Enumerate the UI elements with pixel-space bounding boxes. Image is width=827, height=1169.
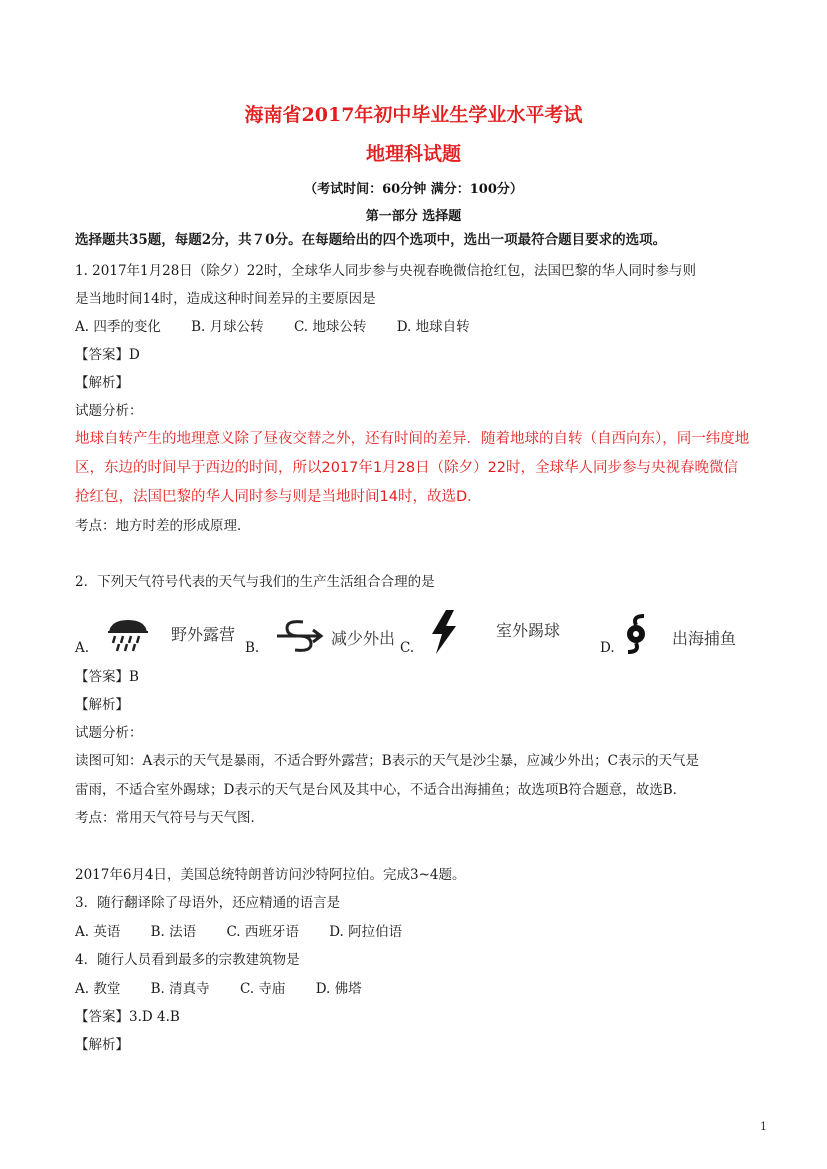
- page-number: 1: [760, 1120, 767, 1133]
- q3-options: [75, 923, 428, 941]
- q34-intro: 2017年6月4日，美国总统特朗普访问沙特阿拉伯。完成3~4题。: [75, 867, 466, 883]
- q1-stem-line2: 是当地时间14时，造成这种时间差异的主要原因是: [75, 291, 376, 307]
- q4-option-d: D. 佛塔: [315, 981, 362, 997]
- q4-options: [75, 980, 388, 998]
- q1-analysis-heading: 【解析】: [75, 375, 129, 391]
- sandstorm-icon: [275, 616, 325, 656]
- q2-option-b-letter: B.: [245, 640, 260, 656]
- q4-stem: 4．随行人员看到最多的宗教建筑物是: [75, 952, 300, 968]
- q4-option-b: B. 清真寺: [150, 981, 210, 997]
- q1-explain-line1: 地球自转产生的地理意义除了昼夜交替之外，还有时间的差异．随着地球的自转（自西向东），同一纬度地: [75, 431, 750, 447]
- exam-info: （考试时间：60分钟 满分：100分）: [304, 182, 523, 197]
- q2-analysis-label: 试题分析：: [75, 725, 143, 741]
- exam-title: 海南省2017年初中毕业生学业水平考试: [244, 104, 583, 126]
- q1-option-b: B. 月球公转: [191, 319, 264, 335]
- q1-explain-line2: 区，东边的时间早于西边的时间，所以2017年1月28日（除夕）22时，全球华人同步参与央视春晚微信: [75, 460, 739, 476]
- q2-option-b-label: 减少外出: [331, 629, 396, 648]
- q2-option-a-letter: A.: [75, 640, 90, 656]
- q3-option-b: B. 法语: [150, 924, 197, 940]
- q2-symbol-options: [75, 610, 755, 662]
- q3-option-d: D. 阿拉伯语: [329, 924, 403, 940]
- q1-option-d: D. 地球自转: [396, 319, 470, 335]
- q2-stem: 2．下列天气符号代表的天气与我们的生产生活组合合理的是: [75, 574, 435, 590]
- q3-stem: 3．随行翻译除了母语外，还应精通的语言是: [75, 895, 341, 911]
- q1-options: [75, 318, 496, 336]
- q2-option-c-letter: C.: [400, 640, 415, 656]
- instructions: 选择题共35题，每题2分，共７0分。在每题给出的四个选项中，选出一项最符合题目要求的选项。: [75, 232, 667, 248]
- q2-option-a-label: 野外露营: [171, 625, 236, 644]
- q34-analysis-heading: 【解析】: [75, 1037, 129, 1053]
- q1-explain-line3: 抢红包，法国巴黎的华人同时参与则是当地时间14时，故选D．: [75, 489, 482, 505]
- q3-option-c: C. 西班牙语: [226, 924, 299, 940]
- q1-answer: 【答案】D: [75, 347, 140, 363]
- q2-option-a: [75, 610, 245, 662]
- part-heading: 第一部分 选择题: [365, 209, 462, 224]
- q4-option-c: C. 寺庙: [239, 981, 286, 997]
- q2-explain-line2: 雷雨，不适合室外踢球；D表示的天气是台风及其中心，不适合出海捕鱼；故选项B符合题意，故选B．: [75, 782, 687, 798]
- q2-option-d-letter: D.: [600, 640, 615, 656]
- q2-explain-line1: 读图可知：A表示的天气是暴雨，不适合野外露营；B表示的天气是沙尘暴，应减少外出；C表示的天气是: [75, 753, 699, 769]
- q2-option-d: [600, 610, 755, 662]
- typhoon-icon: [618, 614, 654, 654]
- q2-analysis-heading: 【解析】: [75, 697, 129, 713]
- rainstorm-icon: [105, 616, 151, 652]
- q2-answer: 【答案】B: [75, 669, 139, 685]
- q1-option-c: C. 地球公转: [293, 319, 367, 335]
- q34-answer: 【答案】3.D 4.B: [75, 1009, 180, 1025]
- q2-option-b: [245, 610, 400, 662]
- q1-option-a: A. 四季的变化: [75, 319, 161, 335]
- q2-option-c-label: 室外踢球: [496, 621, 561, 640]
- q1-analysis-label: 试题分析：: [75, 403, 143, 419]
- q4-option-a: A. 教堂: [75, 981, 121, 997]
- q3-option-a: A. 英语: [75, 924, 121, 940]
- q2-option-c: [400, 610, 600, 662]
- q1-point: 考点：地方时差的形成原理．: [75, 518, 251, 534]
- thunderstorm-icon: [428, 610, 460, 654]
- q2-point: 考点：常用天气符号与天气图．: [75, 810, 264, 826]
- q2-option-d-label: 出海捕鱼: [672, 629, 737, 648]
- q1-stem-line1: 1. 2017年1月28日（除夕）22时，全球华人同步参与央视春晚微信抢红包，法国巴黎的华人同时参与则: [75, 263, 696, 279]
- exam-subtitle: 地理科试题: [365, 143, 461, 165]
